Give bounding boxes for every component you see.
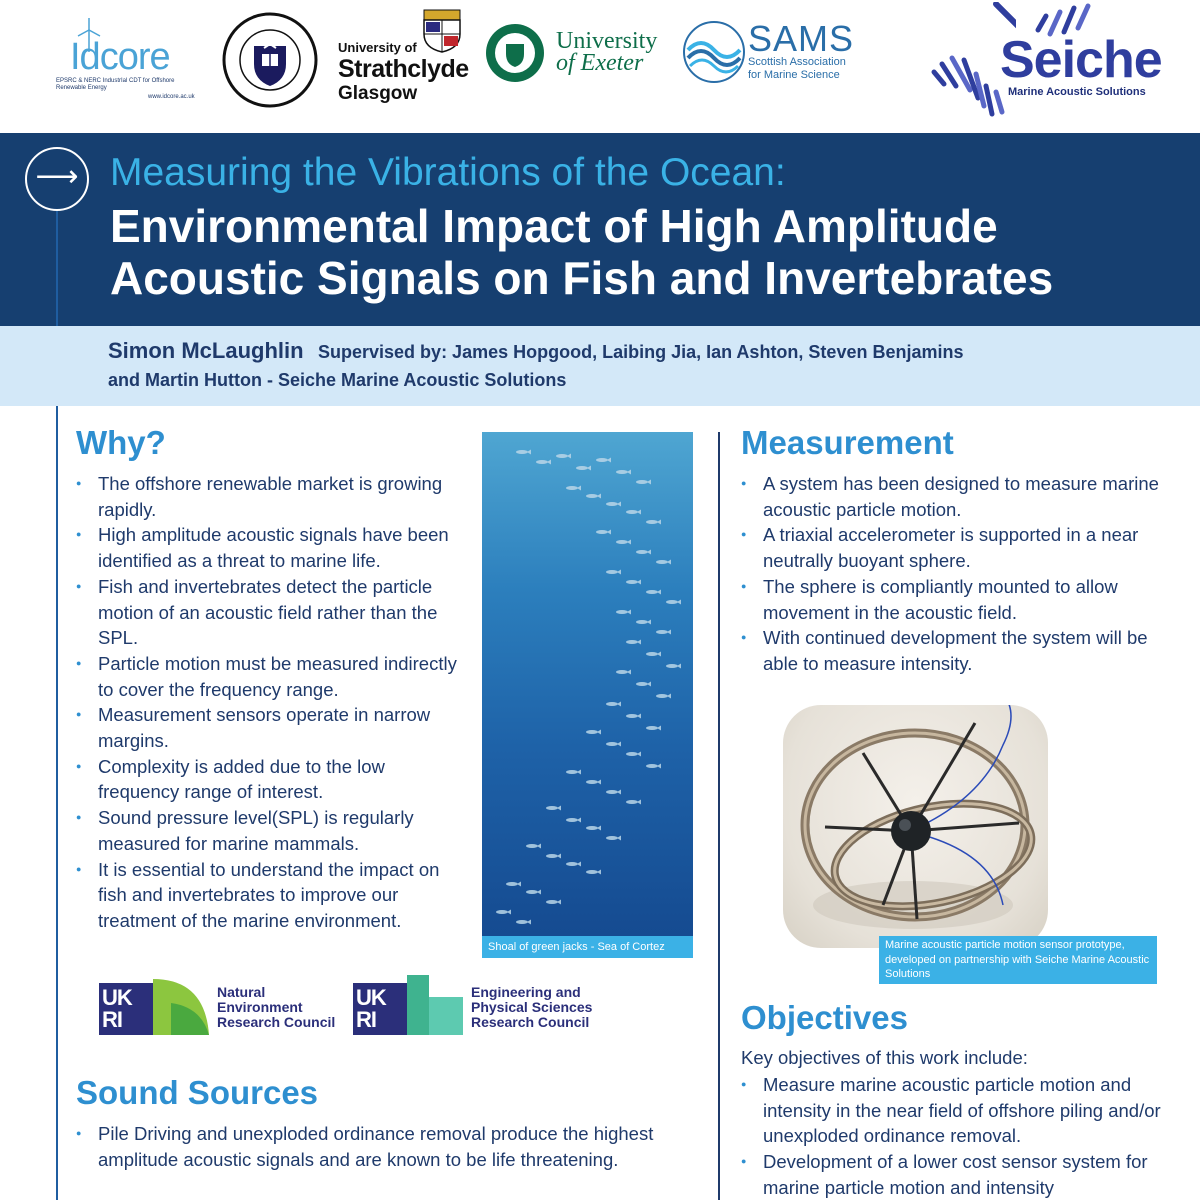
- epsrc-block-icon: [405, 975, 465, 1035]
- sensor-prototype-photo: [783, 705, 1048, 948]
- epsrc-logo: [353, 975, 613, 1035]
- logo-strip: [0, 0, 1200, 133]
- why-bullet: ● Particle motion must be measured indirectly to cover the frequency range.: [76, 651, 471, 702]
- why-bullet: ● It is essential to understand the impact on fish and invertebrates to improve our treatment of the marine environment.: [76, 857, 471, 934]
- exeter-line1: University: [556, 28, 658, 54]
- sound-sources-heading: Sound Sources: [76, 1074, 319, 1111]
- supervisors-line2: and Martin Hutton - Seiche Marine Acoustic Solutions: [108, 370, 567, 390]
- why-heading: Why?: [76, 424, 166, 461]
- idcore-url: www.idcore.ac.uk: [148, 94, 195, 100]
- objectives-list: [741, 1072, 1196, 1200]
- sound-sources-list: [76, 1121, 696, 1172]
- sams-logo: [682, 18, 872, 98]
- exeter-logo: [484, 20, 664, 90]
- sams-name: SAMS: [748, 18, 855, 59]
- objectives-bullet: ● Development of a lower cost sensor system for marine particle motion and intensity: [741, 1149, 1196, 1200]
- epsrc-line1: Engineering and: [471, 984, 581, 1000]
- strathclyde-line1: University of: [338, 40, 417, 55]
- sensor-photo-caption: Marine acoustic particle motion sensor prototype, developed on partnership with Seiche Marine Acoustic Solutions: [879, 936, 1157, 984]
- fish-photo-caption: Shoal of green jacks - Sea of Cortez: [482, 936, 693, 958]
- nerc-line2: Environment: [217, 999, 303, 1015]
- authors-line1: [108, 338, 963, 364]
- poster-title: Environmental Impact of High Amplitude Acoustic Signals on Fish and Invertebrates: [110, 200, 1054, 304]
- poster-subtitle: Measuring the Vibrations of the Ocean:: [110, 151, 786, 194]
- seiche-logo: [926, 2, 1176, 122]
- nerc-text: [217, 985, 335, 1030]
- epsrc-line2: Physical Sciences: [471, 999, 593, 1015]
- seiche-name: Seiche: [1000, 31, 1162, 89]
- why-bullet: ● The offshore renewable market is growing rapidly.: [76, 471, 471, 522]
- arrow-right-icon: ⟶: [25, 147, 89, 211]
- measurement-list: [741, 471, 1171, 677]
- strathclyde-line3: Glasgow: [338, 83, 418, 104]
- column-divider: [718, 432, 720, 1200]
- objectives-intro: Key objectives of this work include:: [741, 1047, 1028, 1068]
- why-bullet: ● Complexity is added due to the low frequency range of interest.: [76, 754, 471, 805]
- sensor-gimbal-illustration: [783, 705, 1048, 948]
- idcore-wordmark: Idcore: [70, 36, 170, 78]
- strathclyde-logo: [330, 8, 470, 108]
- sams-wave-icon: [682, 20, 746, 84]
- exeter-line2: of Exeter: [556, 50, 644, 76]
- edinburgh-seal-icon: [220, 10, 320, 110]
- author-name: Simon McLaughlin: [108, 338, 304, 363]
- epsrc-line3: Research Council: [471, 1014, 590, 1030]
- why-bullet: ● High amplitude acoustic signals have been identified as a threat to marine life.: [76, 522, 471, 573]
- why-bullet: ● Fish and invertebrates detect the particle motion of an acoustic field rather than the SPL.: [76, 574, 471, 651]
- seiche-tagline: Marine Acoustic Solutions: [1008, 86, 1146, 98]
- idcore-description: EPSRC & NERC IndustrIal CDT for Offshore Renewable Energy: [56, 78, 175, 91]
- why-list: [76, 471, 471, 934]
- edinburgh-logo: [220, 10, 320, 110]
- ukri-block: UK RI: [353, 983, 409, 1035]
- objectives-bullet: ● Measure marine acoustic particle motion and intensity in the near field of offshore piling and/or unexploded ordinance removal.: [741, 1072, 1196, 1149]
- measurement-bullet: ● A system has been designed to measure marine acoustic particle motion.: [741, 471, 1171, 522]
- sams-line1: Scottish Association: [748, 56, 846, 68]
- measurement-bullet: ● With continued development the system will be able to measure intensity.: [741, 625, 1171, 676]
- supervisors-line1: Supervised by: James Hopgood, Laibing Jia, Ian Ashton, Steven Benjamins: [318, 342, 964, 362]
- measurement-bullet: ● The sphere is compliantly mounted to allow movement in the acoustic field.: [741, 574, 1171, 625]
- objectives-heading: Objectives: [741, 999, 908, 1036]
- strathclyde-line2: Strathclyde: [338, 55, 469, 83]
- nerc-leaf-icon: [151, 975, 211, 1035]
- why-bullet: ● Measurement sensors operate in narrow margins.: [76, 702, 471, 753]
- exeter-seal-icon: [484, 22, 546, 84]
- idcore-logo: [52, 14, 202, 100]
- ukri-block: UK RI: [99, 983, 155, 1035]
- sams-line2: for Marine Science: [748, 69, 840, 81]
- strathclyde-crest-icon: [418, 8, 466, 54]
- why-bullet: ● Sound pressure level(SPL) is regularly measured for marine mammals.: [76, 805, 471, 856]
- fish-shoal-illustration: [482, 432, 693, 936]
- fish-shoal-photo: [482, 432, 693, 958]
- measurement-heading: Measurement: [741, 424, 954, 461]
- nerc-line3: Research Council: [217, 1014, 336, 1030]
- measurement-bullet: ● A triaxial accelerometer is supported in a near neutrally buoyant sphere.: [741, 522, 1171, 573]
- nerc-logo: [99, 975, 359, 1035]
- nerc-line1: Natural: [217, 984, 266, 1000]
- epsrc-text: [471, 985, 592, 1030]
- sound-sources-bullet: ● Pile Driving and unexploded ordinance removal produce the highest amplitude acoustic signals and are known to be life threatening.: [76, 1121, 696, 1172]
